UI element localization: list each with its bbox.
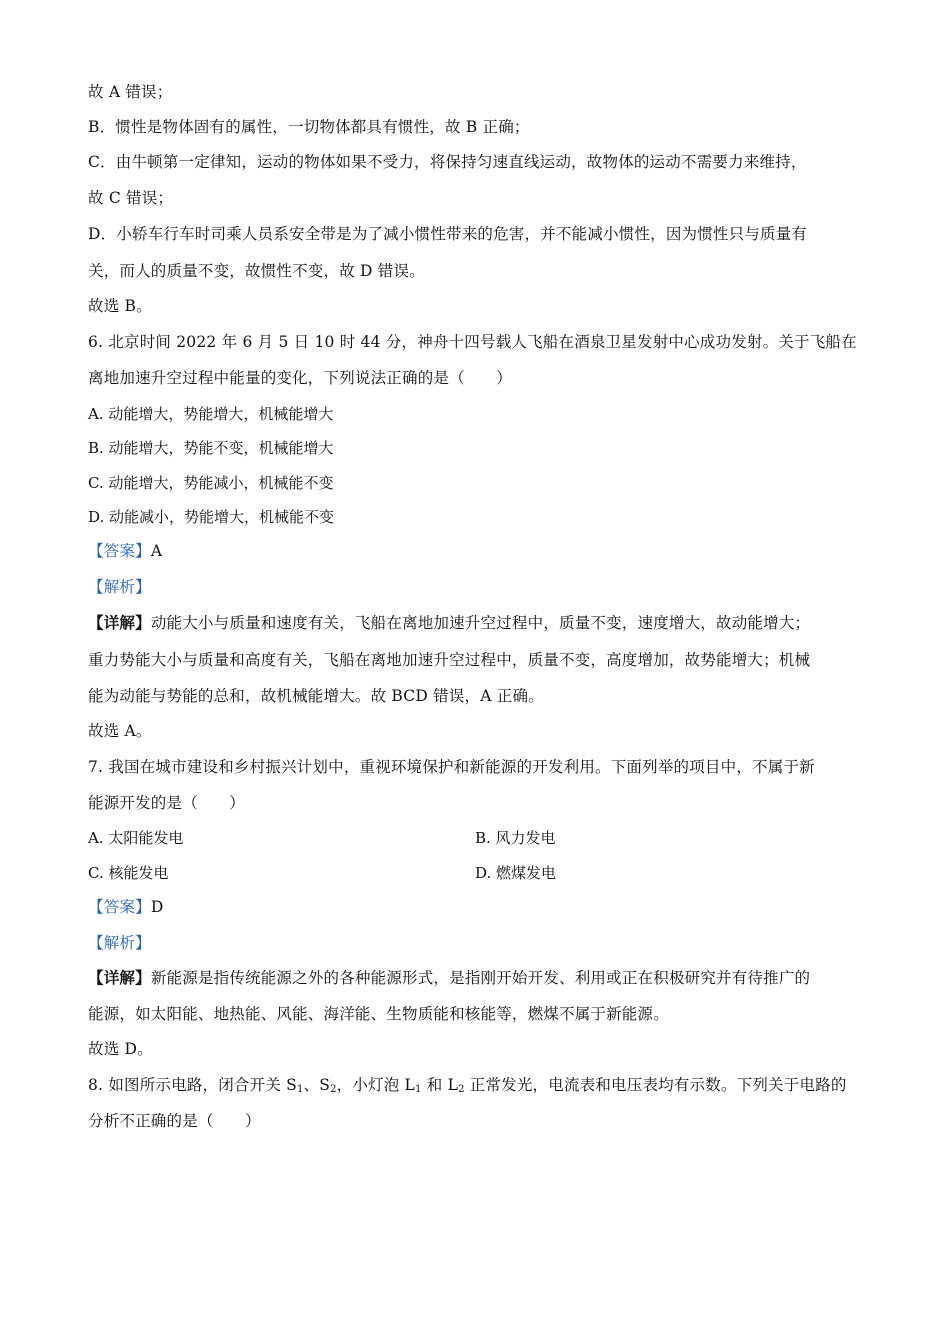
q6-option-b: B. 动能增大，势能不变，机械能增大: [88, 439, 334, 457]
q7-stem-line-1: 7. 我国在城市建设和乡村振兴计划中，重视环境保护和新能源的开发利用。下面列举的项目中，不属于新: [88, 758, 815, 776]
q5-line-3: C．由牛顿第一定律知，运动的物体如果不受力，将保持匀速直线运动，故物体的运动不需要力来维持，: [88, 153, 807, 171]
q6-analysis-tag: 【解析】: [88, 578, 151, 596]
q7-option-a: A. 太阳能发电: [88, 829, 184, 847]
subscript: 1: [415, 1084, 422, 1095]
q7-detail-line-2: 能源，如太阳能、地热能、风能、海洋能、生物质能和核能等，燃煤不属于新能源。: [88, 1005, 669, 1023]
q5-line-5: D．小轿车行车时司乘人员系安全带是为了减小惯性带来的危害，并不能减小惯性，因为惯性只与质量有: [88, 225, 808, 243]
detail-text: 动能大小与质量和速度有关，飞船在离地加速升空过程中，质量不变，速度增大，故动能增大；: [150, 614, 811, 632]
q7-detail-line-1: [88, 968, 810, 988]
q7-option-d: D. 燃煤发电: [475, 864, 557, 882]
q7-analysis-tag: 【解析】: [88, 934, 151, 952]
q5-line-1: 故 A 错误；: [88, 83, 173, 101]
q6-option-a: A. 动能增大，势能增大，机械能增大: [88, 405, 334, 423]
q8-stem-part: ，小灯泡 L: [336, 1076, 416, 1094]
subscript: 2: [330, 1084, 337, 1095]
subscript: 1: [296, 1084, 304, 1095]
q5-line-4: 故 C 错误；: [88, 189, 174, 207]
answer-value: D: [150, 898, 164, 916]
q6-detail-line-3: 能为动能与势能的总和，故机械能增大。故 BCD 错误，A 正确。: [88, 687, 544, 705]
q5-line-2: B．惯性是物体固有的属性，一切物体都具有惯性，故 B 正确；: [88, 118, 530, 136]
q8-stem-part: 和 L: [421, 1076, 459, 1094]
detail-tag: 【详解】: [88, 613, 151, 632]
q8-stem-line-1: [88, 1075, 847, 1100]
q7-conclusion: 故选 D。: [88, 1040, 153, 1058]
q7-answer: [88, 897, 163, 917]
answer-value: A: [150, 542, 163, 560]
answer-tag: 【答案】: [88, 898, 151, 916]
q6-conclusion: 故选 A。: [88, 722, 152, 740]
q6-answer: [88, 541, 162, 561]
q6-stem-line-2: 离地加速升空过程中能量的变化，下列说法正确的是（ ）: [88, 369, 512, 387]
detail-text: 新能源是指传统能源之外的各种能源形式，是指刚开始开发、利用或正在积极研究并有待推广的: [150, 969, 811, 987]
detail-tag: 【详解】: [88, 968, 151, 987]
q5-conclusion: 故选 B。: [88, 297, 152, 315]
q6-option-d: D. 动能减小，势能增大，机械能不变: [88, 508, 335, 526]
q8-stem-part: 、S: [303, 1076, 331, 1094]
q7-option-c: C. 核能发电: [88, 864, 169, 882]
q7-stem-line-2: 能源开发的是（ ）: [88, 794, 246, 812]
q6-detail-line-2: 重力势能大小与质量和高度有关，飞船在离地加速升空过程中，质量不变，高度增加，故势能增大；机械: [88, 651, 811, 669]
q7-option-b: B. 风力发电: [475, 829, 556, 847]
q6-stem-line-1: 6. 北京时间 2022 年 6 月 5 日 10 时 44 分，神舟十四号载人飞船在酒泉卫星发射中心成功发射。关于飞船在: [88, 333, 857, 351]
q8-stem-line-2: 分析不正确的是（ ）: [88, 1112, 261, 1130]
subscript: 2: [458, 1084, 465, 1095]
q5-line-6: 关，而人的质量不变，故惯性不变，故 D 错误。: [88, 262, 425, 280]
q8-stem-part: 正常发光，电流表和电压表均有示数。下列关于电路的: [464, 1076, 847, 1094]
q6-detail-line-1: [88, 613, 810, 633]
q8-stem-part: 8. 如图所示电路，闭合开关 S: [88, 1076, 297, 1094]
answer-tag: 【答案】: [88, 542, 151, 560]
q6-option-c: C. 动能增大，势能减小，机械能不变: [88, 474, 334, 492]
